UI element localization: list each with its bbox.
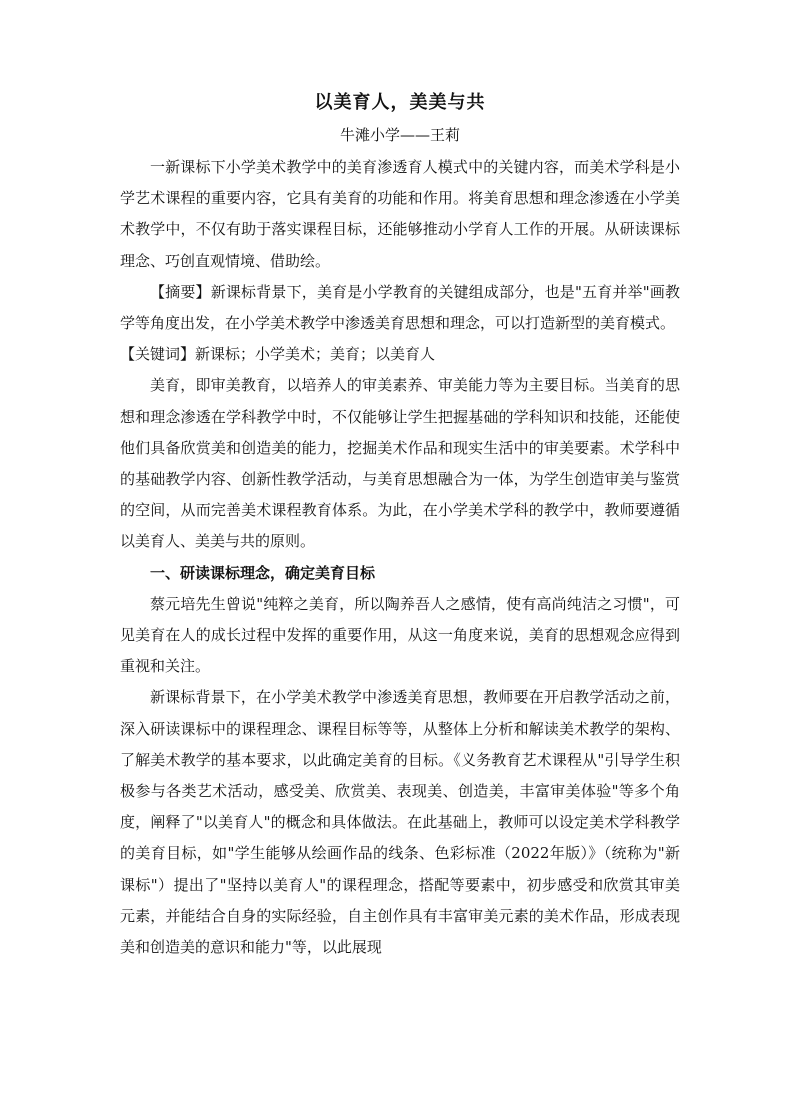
section-heading: 一、研读课标理念，确定美育目标 xyxy=(150,563,376,582)
section-paragraph: 蔡元培先生曾说"纯粹之美育，所以陶养吾人之感情，使有高尚纯洁之习惯"，可见美育在人的成长过程中发挥的重要作用，从这一角度来说，美育的思想观念应得到重视和关注。 xyxy=(120,594,680,676)
document-author: 牛滩小学——王莉 xyxy=(339,126,460,144)
document-title: 以美育人，美美与共 xyxy=(314,92,486,113)
section-paragraph: 新课标背景下，在小学美术教学中渗透美育思想，教师要在开启教学活动之前，深入研读课标中的课程理念、课程目标等等，从整体上分析和解读美术教学的架构、了解美术教学的基本要求，以此确定美育的目标。《义务教育艺术课程从"引导学生积极参与各类艺术活动，感受美、欣赏美、表现美、创造美，丰富审美体验"等多个角度，阐释了"以美育人"的概念和具体做法。在此基础上，教师可以设定美术学科教学的美育目标，如"学生能够从绘画作品的线条、色彩标准（2022年版）》（统称为"新课标"）提出了"坚持以美育人"的课程理念，搭配等要素中，初步感受和欣赏其审美元素，并能结合自身的实际经验，自主创作具有丰富审美元素的美术作品，形成表现美和创造美的意识和能力"等，以此展现 xyxy=(120,688,680,957)
keywords-paragraph: 【关键词】新课标；小学美术；美育；以美育人 xyxy=(120,345,436,364)
body-paragraph: 美育，即审美教育，以培养人的审美素养、审美能力等为主要目标。当美育的思想和理念渗透在学科教学中时，不仅能够让学生把握基础的学科知识和技能，还能使他们具备欣赏美和创造美的能力，挖掘美术作品和现实生活中的审美要素。术学科中的基础教学内容、创新性教学活动，与美育思想融合为一体，为学生创造审美与鉴赏的空间，从而完善美术课程教育体系。为此，在小学美术学科的教学中，教师要遵循以美育人、美美与共的原则。 xyxy=(120,376,680,551)
intro-paragraph: 一新课标下小学美术教学中的美育渗透育人模式中的关键内容，而美术学科是小学艺术课程的重要内容，它具有美育的功能和作用。将美育思想和理念渗透在小学美术教学中，不仅有助于落实课程目标，还能够推动小学育人工作的开展。从研读课标理念、巧创直观情境、借助绘。 xyxy=(120,158,680,270)
abstract-paragraph: 【摘要】新课标背景下，美育是小学教育的关键组成部分，也是"五育并举"画教学等角度出发，在小学美术教学中渗透美育思想和理念，可以打造新型的美育模式。 xyxy=(120,282,680,333)
document-page xyxy=(120,88,680,963)
